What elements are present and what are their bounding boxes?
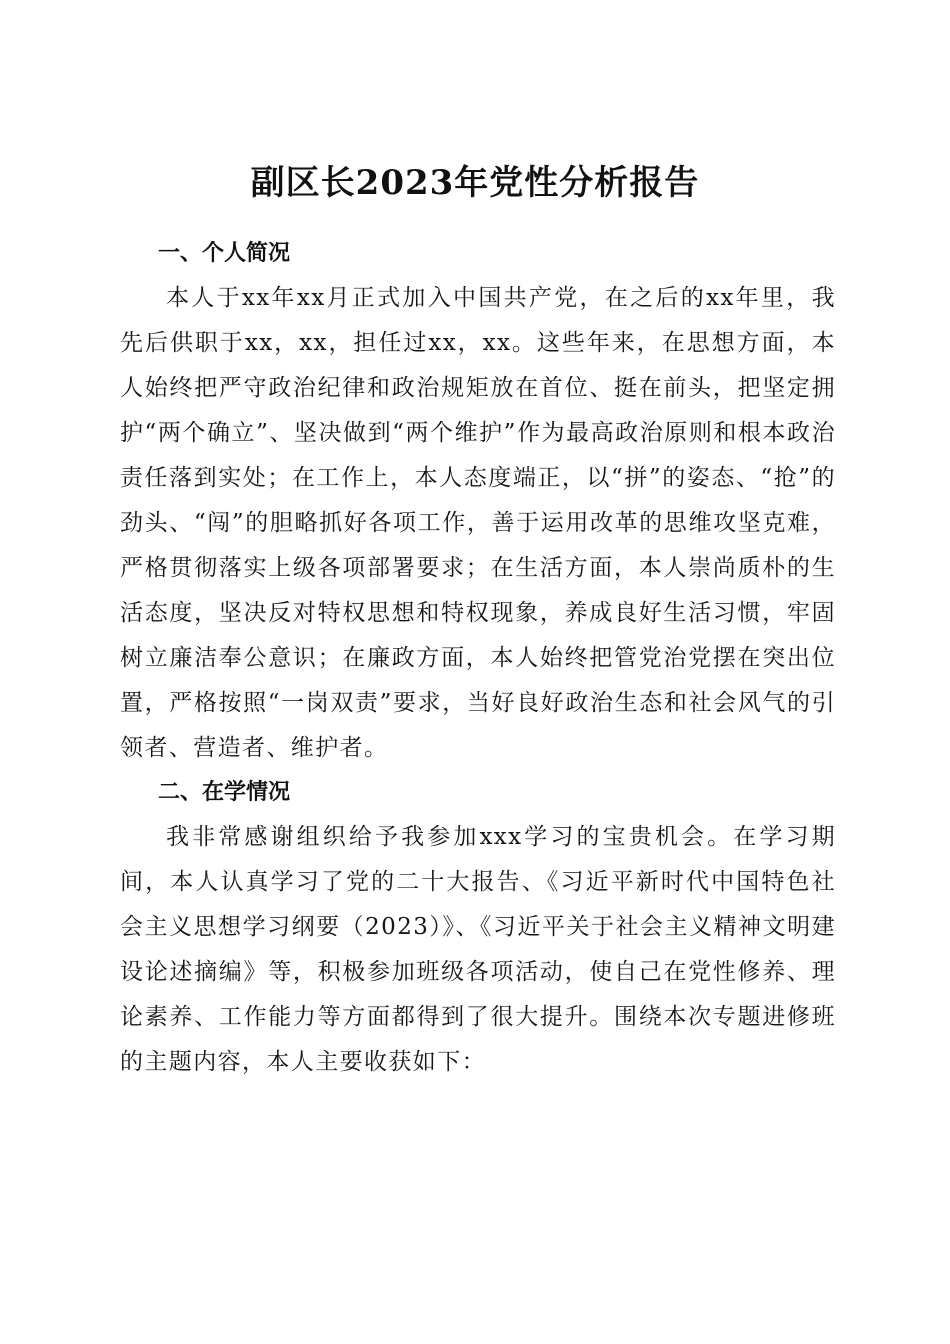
section-heading: 一、个人简况 — [158, 241, 291, 266]
section-study-situation — [120, 771, 836, 1085]
section-paragraph: 我非常感谢组织给予我参加xxx学习的宝贵机会。在学习期间，本人认真学习了党的二十大报告、《习近平新时代中国特色社会主义思想学习纲要（2023）》、《习近平关于社会主义精神文明建设论述摘编》等，积极参加班级各项活动，使自己在党性修养、理论素养、工作能力等方面都得到了很大提升。围绕本次专题进修班的主题内容，本人主要收获如下： — [120, 824, 836, 1075]
document-title: 副区长2023年党性分析报告 — [250, 162, 700, 203]
section-paragraph: 本人于xx年xx月正式加入中国共产党，在之后的xx年里，我先后供职于xx，xx，担任过xx，xx。这些年来，在思想方面，本人始终把严守政治纪律和政治规矩放在首位、挺在前头，把坚定拥护“两个确立”、坚决做到“两个维护”作为最高政治原则和根本政治责任落到实处；在工作上，本人态度端正，以“拼”的姿态、“抢”的劲头、“闯”的胆略抓好各项工作，善于运用改革的思维攻坚克难，严格贯彻落实上级各项部署要求；在生活方面，本人崇尚质朴的生活态度，坚决反对特权思想和特权现象，养成良好生活习惯，牢固树立廉洁奉公意识；在廉政方面，本人始终把管党治党摆在突出位置，严格按照“一岗双责”要求，当好良好政治生态和社会风气的引领者、营造者、维护者。 — [120, 285, 836, 761]
section-personal-profile — [120, 232, 836, 771]
section-heading: 二、在学情况 — [158, 780, 291, 805]
document-body — [120, 232, 836, 1085]
